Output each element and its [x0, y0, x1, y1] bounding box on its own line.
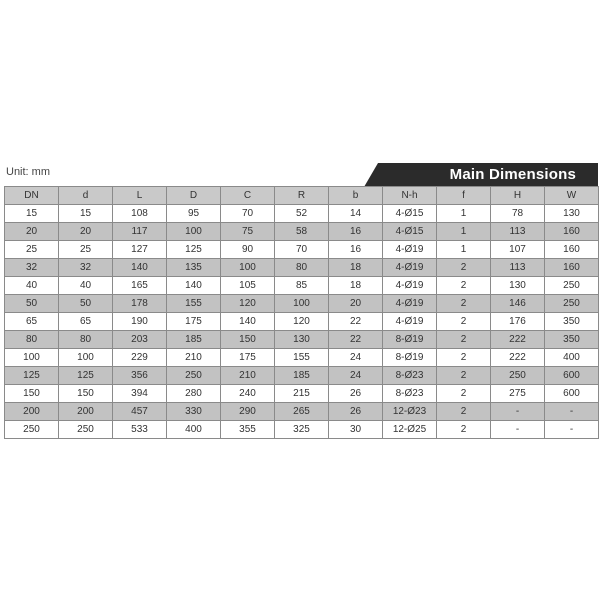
table-cell: 40	[59, 277, 113, 295]
table-cell: 100	[167, 223, 221, 241]
page-title: Main Dimensions	[449, 166, 576, 183]
table-row	[5, 277, 599, 295]
table-cell: 120	[221, 295, 275, 313]
table-cell: 175	[221, 349, 275, 367]
table-cell: 176	[491, 313, 545, 331]
table-cell: 1	[437, 241, 491, 259]
table-cell: 108	[113, 205, 167, 223]
table-row	[5, 259, 599, 277]
table-cell: 24	[329, 367, 383, 385]
table-cell: 135	[167, 259, 221, 277]
table-cell: 125	[5, 367, 59, 385]
table-cell: 30	[329, 421, 383, 439]
table-cell: 150	[221, 331, 275, 349]
table-row	[5, 241, 599, 259]
table-cell: 12-Ø25	[383, 421, 437, 439]
column-header-f: f	[437, 187, 491, 205]
table-cell: 400	[545, 349, 599, 367]
table-cell: 90	[221, 241, 275, 259]
table-cell: 100	[221, 259, 275, 277]
table-cell: 70	[221, 205, 275, 223]
table-cell: 4-Ø19	[383, 313, 437, 331]
table-cell: 2	[437, 277, 491, 295]
table-cell: 160	[545, 241, 599, 259]
table-header-row	[5, 187, 599, 205]
table-cell: 65	[5, 313, 59, 331]
table-cell: 203	[113, 331, 167, 349]
table-cell: -	[491, 403, 545, 421]
table-cell: 2	[437, 385, 491, 403]
table-cell: 215	[275, 385, 329, 403]
table-cell: 52	[275, 205, 329, 223]
table-row	[5, 313, 599, 331]
table-cell: 250	[545, 295, 599, 313]
table-cell: 130	[491, 277, 545, 295]
table-row	[5, 421, 599, 439]
table-cell: 120	[275, 313, 329, 331]
table-row	[5, 295, 599, 313]
column-header-l: L	[113, 187, 167, 205]
table-cell: 350	[545, 331, 599, 349]
table-cell: 15	[59, 205, 113, 223]
column-header-c: C	[221, 187, 275, 205]
table-cell: 22	[329, 313, 383, 331]
table-cell: 78	[491, 205, 545, 223]
table-cell: 100	[5, 349, 59, 367]
table-cell: 140	[113, 259, 167, 277]
table-row	[5, 367, 599, 385]
table-cell: -	[545, 421, 599, 439]
table-cell: 75	[221, 223, 275, 241]
table-cell: 32	[59, 259, 113, 277]
table-cell: 2	[437, 349, 491, 367]
table-cell: 210	[167, 349, 221, 367]
table-cell: 80	[275, 259, 329, 277]
table-cell: 222	[491, 331, 545, 349]
table-cell: 15	[5, 205, 59, 223]
table-cell: 50	[5, 295, 59, 313]
table-cell: 50	[59, 295, 113, 313]
table-cell: -	[545, 403, 599, 421]
table-cell: 105	[221, 277, 275, 295]
table-cell: 113	[491, 223, 545, 241]
table-cell: 20	[5, 223, 59, 241]
table-cell: 533	[113, 421, 167, 439]
table-cell: 280	[167, 385, 221, 403]
table-cell: 150	[59, 385, 113, 403]
table-cell: 18	[329, 259, 383, 277]
table-cell: 16	[329, 223, 383, 241]
table-cell: 4-Ø19	[383, 277, 437, 295]
table-cell: 32	[5, 259, 59, 277]
table-cell: 125	[59, 367, 113, 385]
table-cell: 275	[491, 385, 545, 403]
table-cell: 394	[113, 385, 167, 403]
table-row	[5, 223, 599, 241]
table-cell: 22	[329, 331, 383, 349]
table-cell: 356	[113, 367, 167, 385]
column-header-b: b	[329, 187, 383, 205]
table-cell: 222	[491, 349, 545, 367]
column-header-d: D	[167, 187, 221, 205]
table-cell: 107	[491, 241, 545, 259]
column-header-d: d	[59, 187, 113, 205]
table-cell: 14	[329, 205, 383, 223]
table-cell: 146	[491, 295, 545, 313]
table-cell: 1	[437, 205, 491, 223]
table-cell: 165	[113, 277, 167, 295]
table-row	[5, 205, 599, 223]
table-cell: 140	[221, 313, 275, 331]
title-banner	[364, 163, 598, 187]
table-cell: 130	[275, 331, 329, 349]
table-cell: 40	[5, 277, 59, 295]
table-cell: 175	[167, 313, 221, 331]
table-cell: 20	[329, 295, 383, 313]
table-cell: 240	[221, 385, 275, 403]
table-cell: 95	[167, 205, 221, 223]
table-cell: 2	[437, 331, 491, 349]
table-cell: 18	[329, 277, 383, 295]
table-cell: 26	[329, 385, 383, 403]
table-cell: 2	[437, 313, 491, 331]
table-cell: 2	[437, 421, 491, 439]
table-cell: 85	[275, 277, 329, 295]
table-cell: 24	[329, 349, 383, 367]
table-row	[5, 385, 599, 403]
table-cell: 4-Ø19	[383, 259, 437, 277]
table-cell: 200	[59, 403, 113, 421]
table-cell: 250	[167, 367, 221, 385]
table-cell: 4-Ø15	[383, 205, 437, 223]
table-cell: 400	[167, 421, 221, 439]
table-cell: 8-Ø19	[383, 349, 437, 367]
table-cell: 58	[275, 223, 329, 241]
table-cell: 250	[5, 421, 59, 439]
table-cell: 155	[167, 295, 221, 313]
table-cell: 160	[545, 223, 599, 241]
table-cell: 65	[59, 313, 113, 331]
table-cell: 4-Ø15	[383, 223, 437, 241]
table-cell: 2	[437, 367, 491, 385]
table-cell: 250	[545, 277, 599, 295]
table-cell: 2	[437, 403, 491, 421]
table-cell: 140	[167, 277, 221, 295]
table-cell: 2	[437, 295, 491, 313]
table-row	[5, 331, 599, 349]
table-cell: 25	[5, 241, 59, 259]
table-cell: 150	[5, 385, 59, 403]
table-cell: 355	[221, 421, 275, 439]
table-cell: 117	[113, 223, 167, 241]
table-cell: 185	[167, 331, 221, 349]
table-row	[5, 403, 599, 421]
dimensions-table	[4, 186, 599, 439]
table-cell: 600	[545, 385, 599, 403]
table-cell: 8-Ø23	[383, 367, 437, 385]
table-cell: -	[491, 421, 545, 439]
table-cell: 330	[167, 403, 221, 421]
table-cell: 25	[59, 241, 113, 259]
table-cell: 350	[545, 313, 599, 331]
table-cell: 185	[275, 367, 329, 385]
table-cell: 113	[491, 259, 545, 277]
table-row	[5, 349, 599, 367]
table-cell: 8-Ø19	[383, 331, 437, 349]
table-cell: 190	[113, 313, 167, 331]
table-cell: 1	[437, 223, 491, 241]
table-cell: 178	[113, 295, 167, 313]
table-cell: 250	[59, 421, 113, 439]
table-cell: 600	[545, 367, 599, 385]
table-cell: 210	[221, 367, 275, 385]
table-cell: 70	[275, 241, 329, 259]
table-cell: 26	[329, 403, 383, 421]
column-header-dn: DN	[5, 187, 59, 205]
table-cell: 100	[275, 295, 329, 313]
table-cell: 20	[59, 223, 113, 241]
table-cell: 8-Ø23	[383, 385, 437, 403]
table-cell: 325	[275, 421, 329, 439]
table-cell: 12-Ø23	[383, 403, 437, 421]
table-cell: 125	[167, 241, 221, 259]
table-cell: 4-Ø19	[383, 241, 437, 259]
table-cell: 100	[59, 349, 113, 367]
table-cell: 265	[275, 403, 329, 421]
table-cell: 2	[437, 259, 491, 277]
column-header-n-h: N-h	[383, 187, 437, 205]
column-header-r: R	[275, 187, 329, 205]
table-cell: 16	[329, 241, 383, 259]
table-cell: 229	[113, 349, 167, 367]
column-header-h: H	[491, 187, 545, 205]
table-cell: 250	[491, 367, 545, 385]
table-cell: 130	[545, 205, 599, 223]
table-cell: 127	[113, 241, 167, 259]
table-cell: 200	[5, 403, 59, 421]
table-cell: 457	[113, 403, 167, 421]
table-body	[5, 205, 599, 439]
table-cell: 160	[545, 259, 599, 277]
column-header-w: W	[545, 187, 599, 205]
unit-label: Unit: mm	[6, 166, 50, 178]
table-cell: 80	[59, 331, 113, 349]
table-cell: 290	[221, 403, 275, 421]
table-cell: 80	[5, 331, 59, 349]
table-cell: 4-Ø19	[383, 295, 437, 313]
table-cell: 155	[275, 349, 329, 367]
